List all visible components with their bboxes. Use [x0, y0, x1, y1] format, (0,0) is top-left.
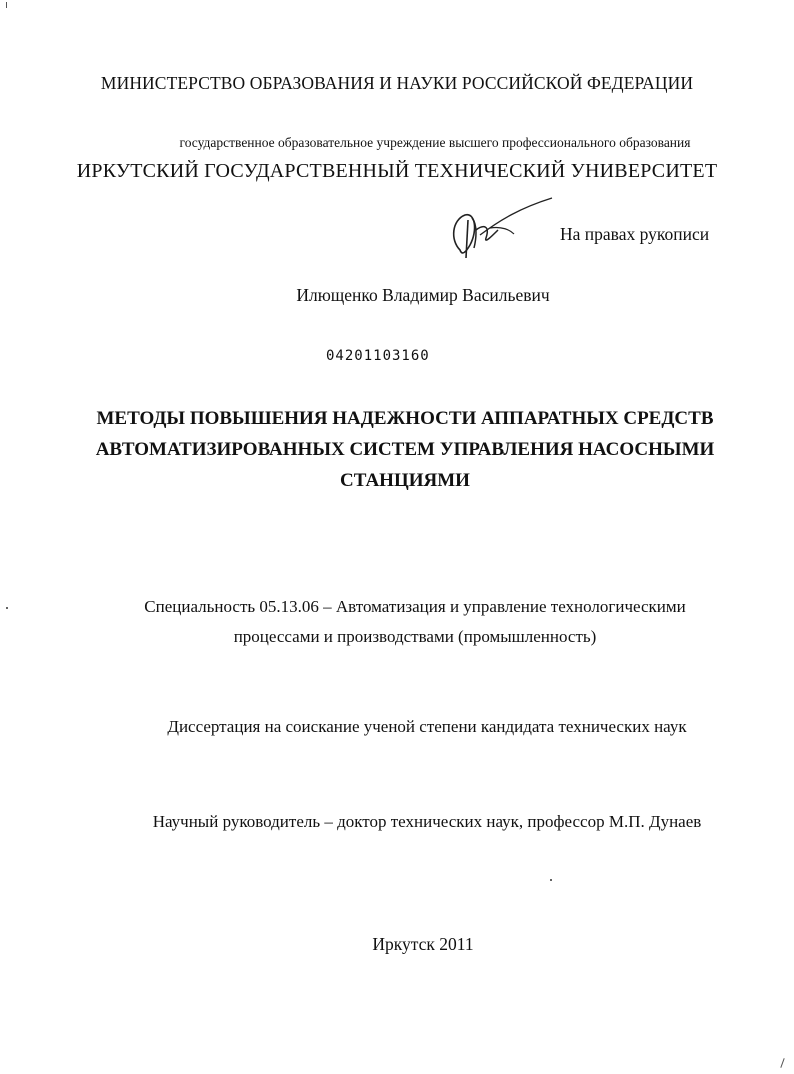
- signature-icon: [440, 190, 560, 265]
- specialty-line: процессами и производствами (промышленность): [233, 627, 597, 646]
- specialty: [40, 592, 790, 652]
- institution-type: государственное образовательное учреждение высшего профессионального образования: [179, 135, 691, 150]
- degree-statement: Диссертация на соискание ученой степени кандидата технических наук: [167, 717, 687, 736]
- city-year: Иркутск 2011: [372, 934, 474, 954]
- title-line: СТАНЦИЯМИ: [340, 470, 470, 491]
- scan-edge-mark: [780, 1058, 784, 1068]
- registration-number: 04201103160: [326, 348, 430, 364]
- scientific-supervisor: Научный руководитель – доктор технических наук, профессор М.П. Дунаев: [152, 812, 702, 831]
- title-line: АВТОМАТИЗИРОВАННЫХ СИСТЕМ УПРАВЛЕНИЯ НАСОСНЫМИ: [95, 439, 715, 460]
- scan-speck: [6, 607, 8, 609]
- ministry-heading: МИНИСТЕРСТВО ОБРАЗОВАНИЯ И НАУКИ РОССИЙСКОЙ ФЕДЕРАЦИИ: [100, 73, 694, 93]
- scan-edge-mark: [6, 2, 7, 8]
- dissertation-title: [60, 403, 750, 496]
- author-name: Илющенко Владимир Васильевич: [296, 285, 550, 305]
- title-line: МЕТОДЫ ПОВЫШЕНИЯ НАДЕЖНОСТИ АППАРАТНЫХ СРЕДСТВ: [96, 408, 714, 429]
- university-name: ИРКУТСКИЙ ГОСУДАРСТВЕННЫЙ ТЕХНИЧЕСКИЙ УНИВЕРСИТЕТ: [76, 160, 718, 182]
- scan-speck: [550, 879, 552, 881]
- specialty-line: Специальность 05.13.06 – Автоматизация и управление технологическими: [144, 597, 686, 616]
- manuscript-note: На правах рукописи: [560, 224, 710, 244]
